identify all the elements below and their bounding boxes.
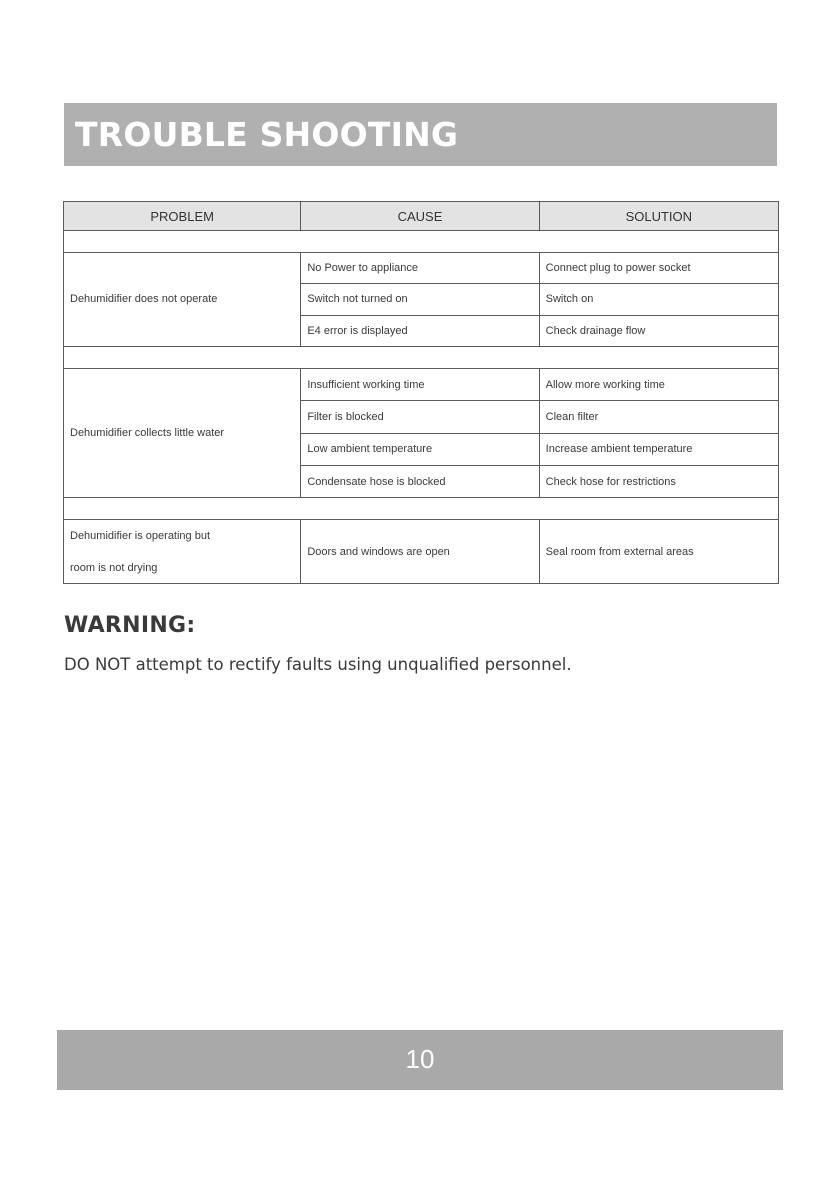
- table-header-row: [64, 202, 779, 231]
- header-solution: SOLUTION: [539, 202, 778, 231]
- problem-cell: Dehumidifier collects little water: [64, 368, 301, 498]
- cause-cell: Doors and windows are open: [301, 520, 539, 584]
- section-title-banner: [64, 103, 777, 166]
- solution-cell: Check hose for restrictions: [539, 465, 778, 497]
- troubleshooting-table: [63, 201, 779, 584]
- spacer-row: [64, 498, 779, 520]
- table-row: [64, 520, 779, 584]
- problem-line-1: Dehumidifier is operating but: [70, 530, 211, 543]
- cause-cell: Insufficient working time: [301, 368, 539, 400]
- cause-cell: Switch not turned on: [301, 284, 539, 315]
- problem-line-2: room is not drying: [70, 562, 158, 575]
- page-number: 10: [405, 1044, 435, 1074]
- header-problem: PROBLEM: [64, 202, 301, 231]
- cause-cell: Condensate hose is blocked: [301, 465, 539, 497]
- section-title: TROUBLE SHOOTING: [75, 115, 459, 154]
- cause-cell: Low ambient temperature: [301, 433, 539, 465]
- table-row: [64, 252, 779, 283]
- cause-cell: E4 error is displayed: [301, 315, 539, 346]
- footer-bar: [57, 1030, 783, 1090]
- solution-cell: Increase ambient temperature: [539, 433, 778, 465]
- problem-cell: [64, 520, 301, 584]
- warning-text: DO NOT attempt to rectify faults using unqualified personnel.: [64, 655, 572, 674]
- warning-title: WARNING:: [64, 613, 196, 638]
- solution-cell: Switch on: [539, 284, 778, 315]
- spacer-row: [64, 231, 779, 253]
- spacer-row: [64, 346, 779, 368]
- cause-cell: Filter is blocked: [301, 401, 539, 433]
- solution-cell: Clean filter: [539, 401, 778, 433]
- solution-cell: Seal room from external areas: [539, 520, 778, 584]
- table-row: [64, 368, 779, 400]
- header-cause: CAUSE: [301, 202, 539, 231]
- solution-cell: Check drainage flow: [539, 315, 778, 346]
- solution-cell: Connect plug to power socket: [539, 252, 778, 283]
- cause-cell: No Power to appliance: [301, 252, 539, 283]
- solution-cell: Allow more working time: [539, 368, 778, 400]
- problem-cell: Dehumidifier does not operate: [64, 252, 301, 346]
